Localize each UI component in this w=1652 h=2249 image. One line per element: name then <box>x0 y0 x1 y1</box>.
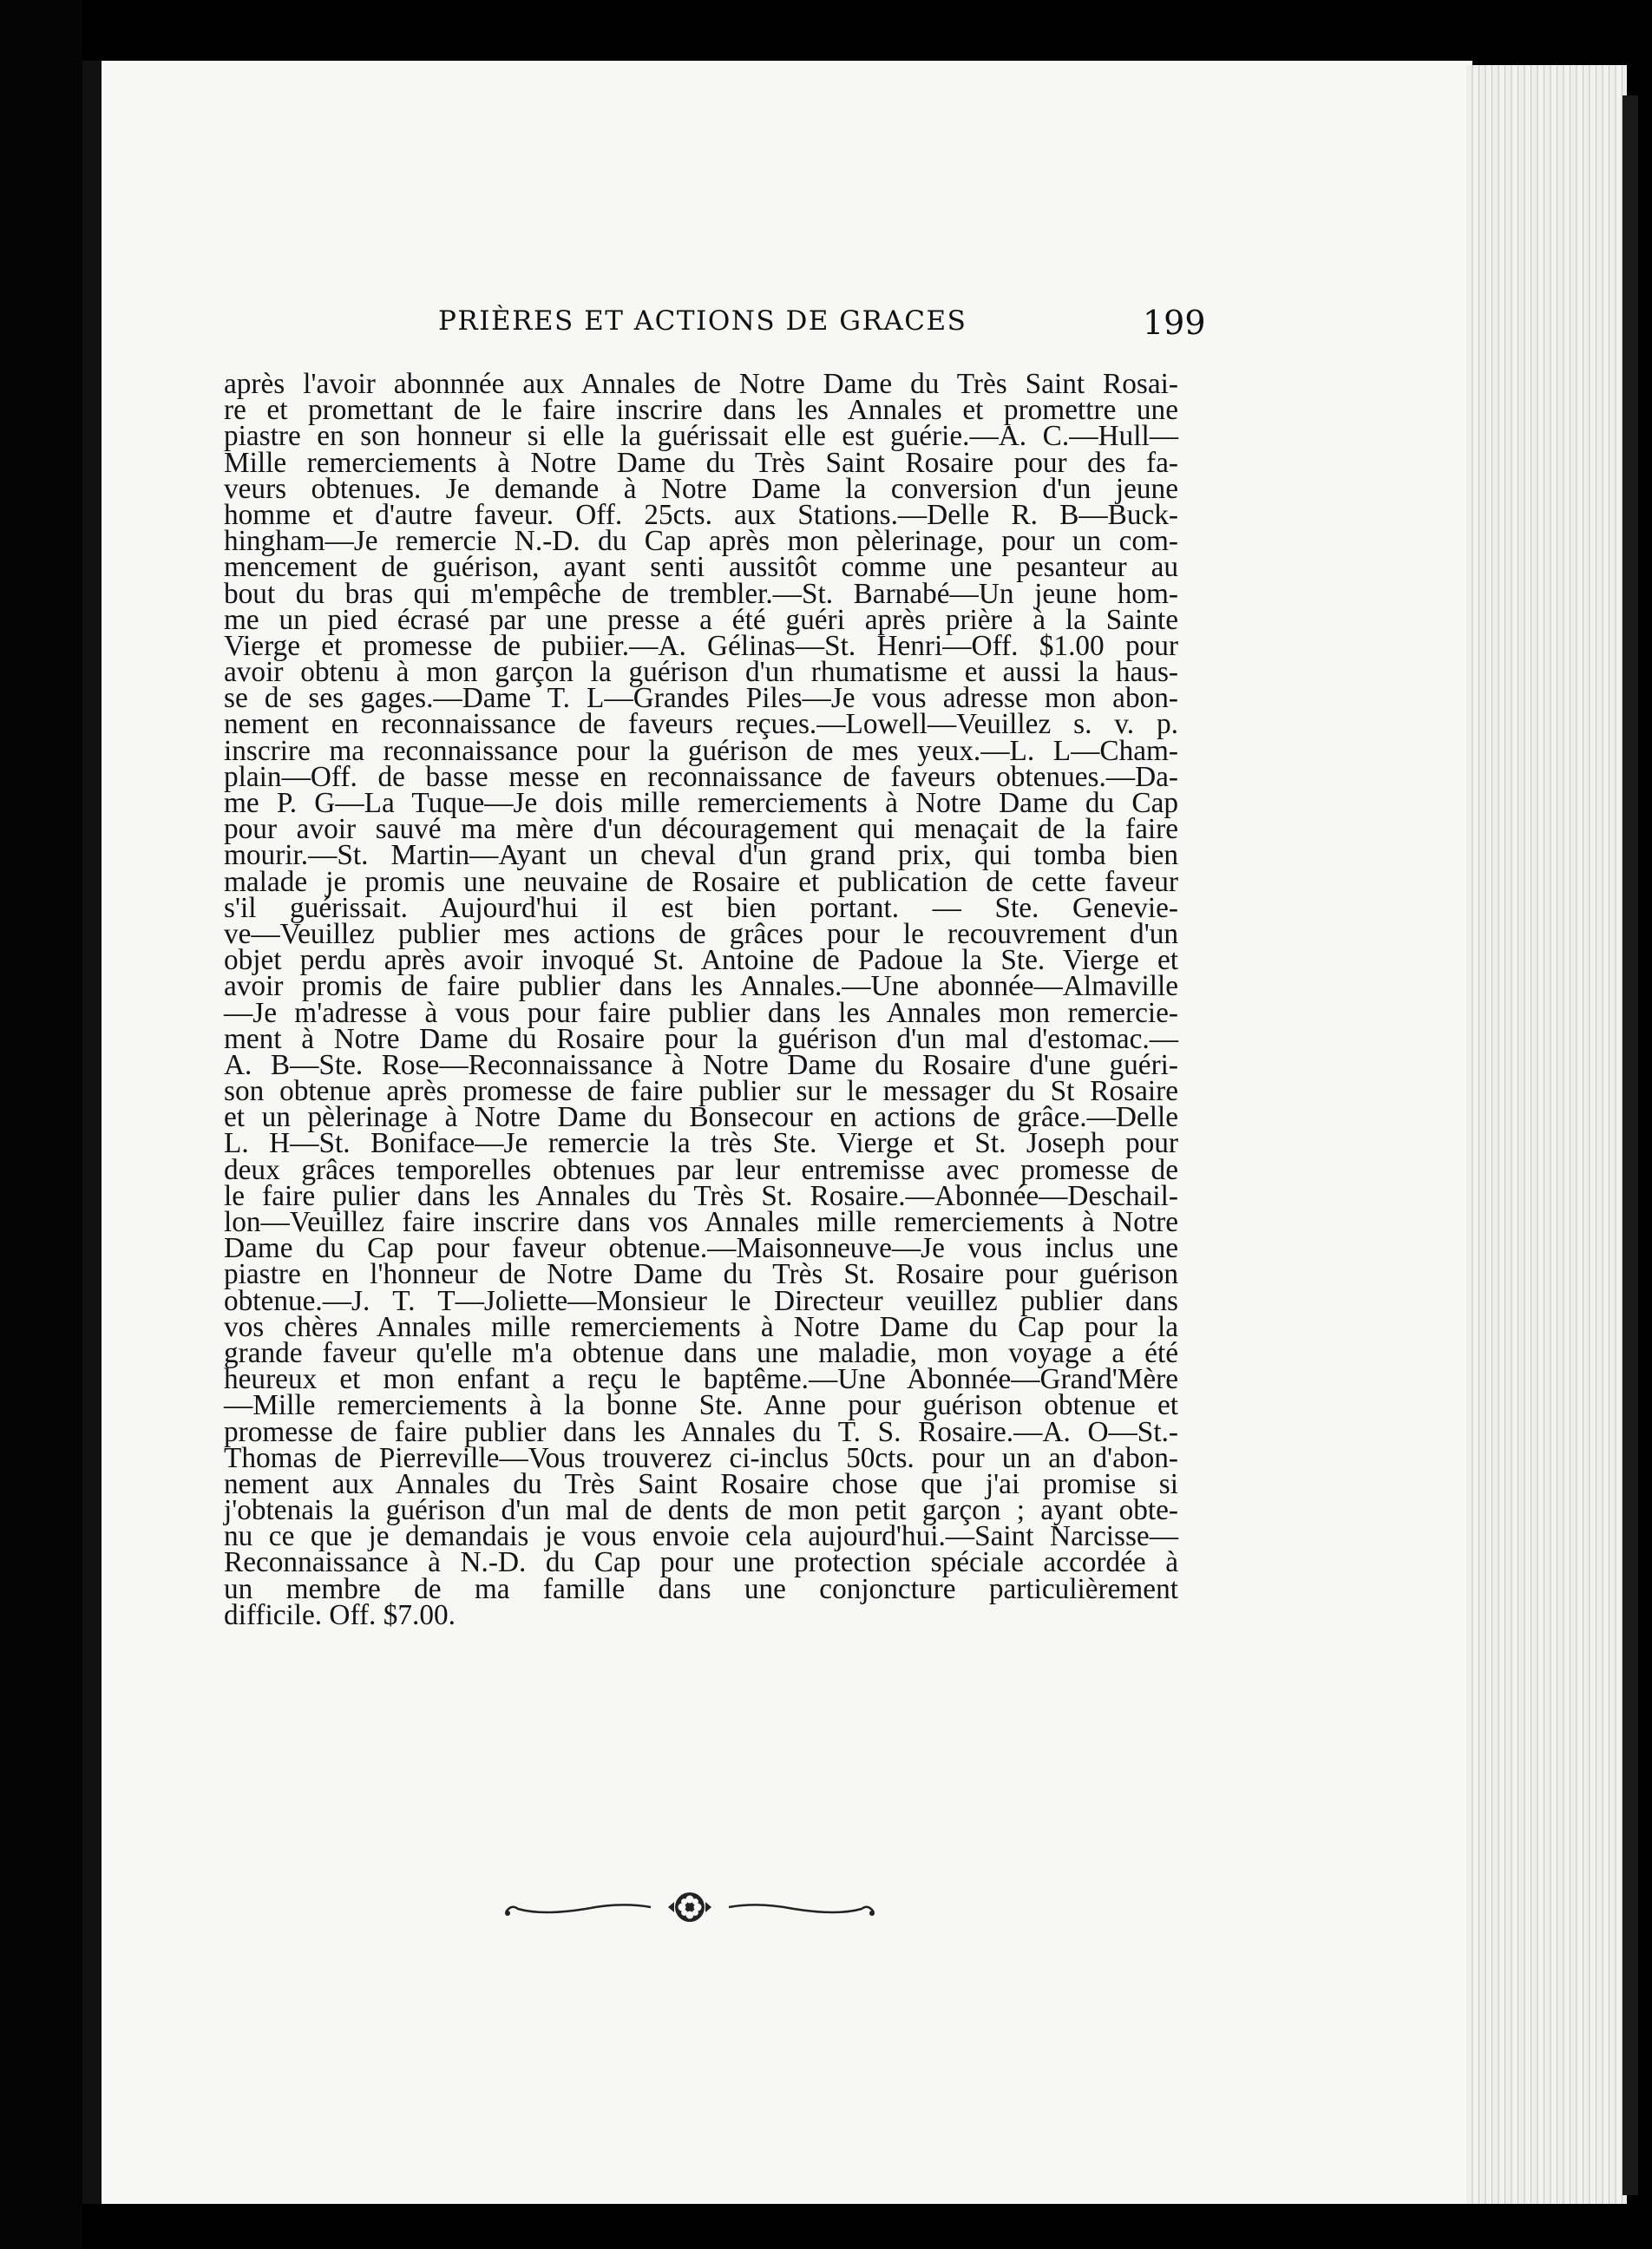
text-line: ve—Veuillez publier mes actions de grâces pour le recouvrement d'un <box>224 917 1178 950</box>
text-line: et un pèlerinage à Notre Dame du Bonsecour en actions de grâce.—Delle <box>224 1101 1178 1134</box>
text-line: nu ce que je demandais je vous envoie cela aujourd'hui.—Saint Narcisse— <box>224 1520 1178 1553</box>
text-line: heureux et mon enfant a reçu le baptême.—Une Abonnée—Grand'Mère <box>224 1363 1178 1396</box>
text-line: objet perdu après avoir invoqué St. Antoine de Padoue la Ste. Vierge et <box>224 944 1178 977</box>
text-line: obtenue.—J. T. T—Joliette—Monsieur le Directeur veuillez publier dans <box>224 1284 1178 1317</box>
text-line: nement en reconnaissance de faveurs reçues.—Lowell—Veuillez s. v. p. <box>224 708 1178 741</box>
text-line: son obtenue après promesse de faire publier sur le messager du St Rosaire <box>224 1075 1178 1108</box>
text-line: promesse de faire publier dans les Annales du T. S. Rosaire.—A. O—St.- <box>224 1415 1178 1448</box>
text-line: plain—Off. de basse messe en reconnaissance de faveurs obtenues.—Da- <box>224 760 1178 793</box>
text-line: se de ses gages.—Dame T. L—Grandes Piles—Je vous adresse mon abon- <box>224 682 1178 715</box>
text-line: Thomas de Pierreville—Vous trouverez ci-inclus 50cts. pour un an d'abon- <box>224 1441 1178 1474</box>
text-line: après l'avoir abonnnée aux Annales de Notre Dame du Très Saint Rosai- <box>224 368 1178 400</box>
text-line: —Mille remerciements à la bonne Ste. Anne pour guérison obtenue et <box>224 1389 1178 1422</box>
text-line: difficile. Off. $7.00. <box>224 1598 456 1631</box>
text-line: inscrire ma reconnaissance pour la guérison de mes yeux.—L. L—Cham- <box>224 734 1178 767</box>
binding-shadow <box>82 61 102 2204</box>
text-line: mourir.—St. Martin—Ayant un cheval d'un grand prix, qui tomba bien <box>224 839 1178 872</box>
text-line: j'obtenais la guérison d'un mal de dents de mon petit garçon ; ayant obte- <box>224 1494 1178 1527</box>
text-line: s'il guérissait. Aujourd'hui il est bien portant. — Ste. Genevie- <box>224 891 1178 924</box>
text-line: vos chères Annales mille remerciements à Notre Dame du Cap pour la <box>224 1310 1178 1343</box>
book-cover-edge <box>1622 95 1638 2195</box>
text-line: nement aux Annales du Très Saint Rosaire chose que j'ai promise si <box>224 1467 1178 1500</box>
text-line: A. B—Ste. Rose—Reconnaissance à Notre Dame du Rosaire d'une guéri- <box>224 1048 1178 1081</box>
text-line: avoir obtenu à mon garçon la guérison d'un rhumatisme et aussi la haus- <box>224 656 1178 689</box>
text-line: re et promettant de le faire inscrire dans les Annales et promettre une <box>224 394 1178 427</box>
page-number: 199 <box>1143 304 1206 342</box>
text-line: le faire pulier dans les Annales du Très St. Rosaire.—Abonnée—Deschail- <box>224 1179 1178 1212</box>
text-line: —Je m'adresse à vous pour faire publier dans les Annales mon remercie- <box>224 996 1178 1029</box>
stacked-page-edges <box>1466 65 1627 2204</box>
text-line: Dame du Cap pour faveur obtenue.—Maisonneuve—Je vous inclus une <box>224 1232 1178 1265</box>
text-line: grande faveur qu'elle m'a obtenue dans une maladie, mon voyage a été <box>224 1336 1178 1369</box>
text-line: me un pied écrasé par une presse a été guéri après prière à la Sainte <box>224 603 1178 636</box>
text-line: me P. G—La Tuque—Je dois mille remerciements à Notre Dame du Cap <box>224 787 1178 819</box>
text-line: ment à Notre Dame du Rosaire pour la guérison d'un mal d'estomac.— <box>224 1022 1178 1055</box>
text-line: mencement de guérison, ayant senti aussitôt comme une pesanteur au <box>224 551 1178 584</box>
book-gutter <box>0 0 82 2249</box>
text-line: bout du bras qui m'empêche de trembler.—St. Barnabé—Un jeune hom- <box>224 577 1178 610</box>
text-line: Mille remerciements à Notre Dame du Très Saint Rosaire pour des fa- <box>224 446 1178 479</box>
text-line: un membre de ma famille dans une conjoncture particulièrement <box>224 1572 1178 1605</box>
text-line: malade je promis une neuvaine de Rosaire et publication de cette faveur <box>224 865 1178 898</box>
text-line: homme et d'autre faveur. Off. 25cts. aux Stations.—Delle R. B—Buck- <box>224 498 1178 531</box>
text-line: L. H—St. Boniface—Je remercie la très Ste. Vierge et St. Joseph pour <box>224 1127 1178 1160</box>
text-line: deux grâces temporelles obtenues par leur entremisse avec promesse de <box>224 1153 1178 1186</box>
text-line: pour avoir sauvé ma mère d'un découragement qui menaçait de la faire <box>224 813 1178 846</box>
text-line: lon—Veuillez faire inscrire dans vos Annales mille remerciements à Notre <box>224 1206 1178 1238</box>
text-line: piastre en son honneur si elle la guérissait elle est guérie.—A. C.—Hull— <box>224 420 1178 453</box>
running-title: PRIÈRES ET ACTIONS DE GRACES <box>438 305 967 337</box>
text-line: veurs obtenues. Je demande à Notre Dame la conversion d'un jeune <box>224 472 1178 505</box>
text-line: Reconnaissance à N.-D. du Cap pour une protection spéciale accordée à <box>224 1546 1178 1579</box>
text-line: hingham—Je remercie N.-D. du Cap après mon pèlerinage, pour un com- <box>224 525 1178 558</box>
text-line: piastre en l'honneur de Notre Dame du Très St. Rosaire pour guérison <box>224 1258 1178 1291</box>
body-text <box>224 368 1178 1631</box>
text-line: Vierge et promesse de pubiier.—A. Gélinas—St. Henri—Off. $1.00 pour <box>224 629 1178 662</box>
floral-rosette-icon <box>499 1890 881 1924</box>
text-line: avoir promis de faire publier dans les Annales.—Une abonnée—Almaville <box>224 970 1178 1003</box>
